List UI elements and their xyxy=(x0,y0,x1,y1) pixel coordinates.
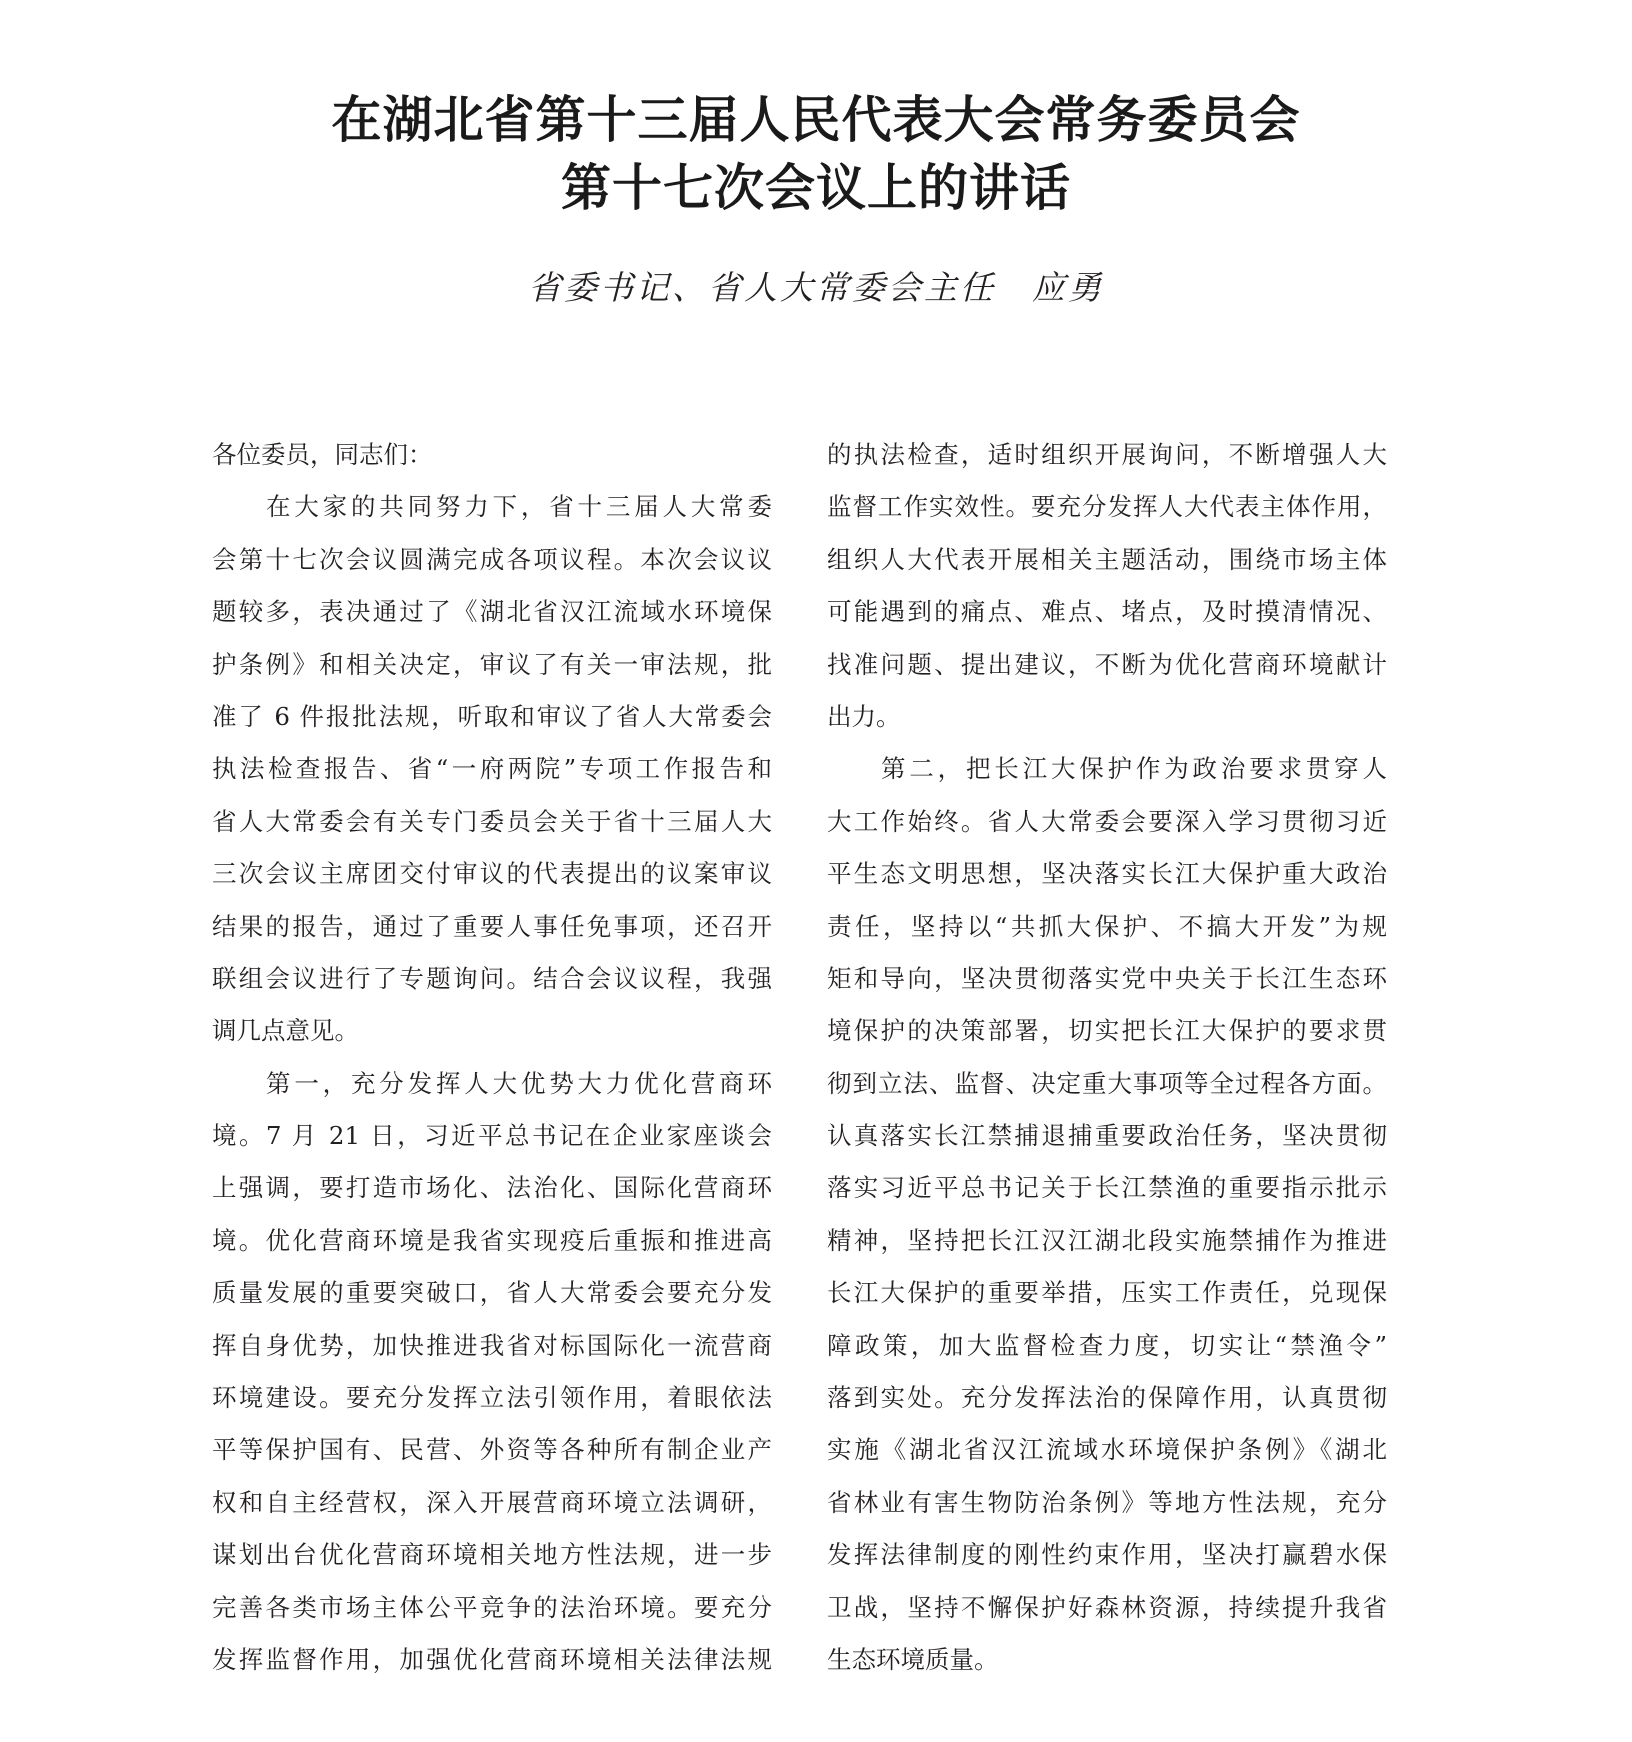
text-line: 挥自身优势，加快推进我省对标国际化一流营商 xyxy=(212,1330,772,1360)
text-line: 质量发展的重要突破口，省人大常委会要充分发 xyxy=(212,1278,772,1308)
text-line: 长江大保护的重要举措，压实工作责任，兑现保 xyxy=(827,1278,1387,1308)
text-line: 环境建设。要充分发挥立法引领作用，着眼依法 xyxy=(212,1383,772,1413)
text-line: 上强调，要打造市场化、法治化、国际化营商环 xyxy=(212,1173,772,1203)
text-line: 认真落实长江禁捕退捕重要政治任务，坚决贯彻 xyxy=(827,1121,1387,1151)
text-line: 大工作始终。省人大常委会要深入学习贯彻习近 xyxy=(827,806,1387,836)
text-line: 矩和导向，坚决贯彻落实党中央关于长江生态环 xyxy=(827,963,1387,993)
text-line: 落实习近平总书记关于长江禁渔的重要指示批示 xyxy=(827,1173,1387,1203)
text-line: 调几点意见。 xyxy=(212,1016,359,1046)
text-line: 题较多，表决通过了《湖北省汉江流域水环境保 xyxy=(212,597,772,627)
text-line: 责任，坚持以“共抓大保护、不搞大开发”为规 xyxy=(827,911,1387,941)
text-line: 权和自主经营权，深入开展营商环境立法调研， xyxy=(212,1487,772,1517)
text-line: 出力。 xyxy=(827,701,901,731)
text-line: 实施《湖北省汉江流域水环境保护条例》《湖北 xyxy=(827,1435,1387,1465)
text-line: 境。优化营商环境是我省实现疫后重振和推进高 xyxy=(212,1225,772,1255)
text-line: 平生态文明思想，坚决落实长江大保护重大政治 xyxy=(827,859,1387,889)
left-text-column xyxy=(212,429,772,1686)
text-line: 障政策，加大监督检查力度，切实让“禁渔令” xyxy=(827,1330,1387,1360)
text-line: 准了 6 件报批法规，听取和审议了省人大常委会 xyxy=(212,701,772,731)
text-line: 组织人大代表开展相关主题活动，围绕市场主体 xyxy=(827,544,1387,574)
text-line: 会第十七次会议圆满完成各项议程。本次会议议 xyxy=(212,544,772,574)
text-line: 彻到立法、监督、决定重大事项等全过程各方面。 xyxy=(827,1068,1387,1098)
text-line: 找准问题、提出建议，不断为优化营商环境献计 xyxy=(827,649,1387,679)
text-line: 监督工作实效性。要充分发挥人大代表主体作用， xyxy=(827,492,1387,522)
text-line: 可能遇到的痛点、难点、堵点，及时摸清情况、 xyxy=(827,597,1387,627)
text-line: 发挥法律制度的刚性约束作用，坚决打赢碧水保 xyxy=(827,1540,1387,1570)
text-line: 在大家的共同努力下，省十三届人大常委 xyxy=(266,492,772,522)
article-title-line-2: 第十七次会议上的讲话 xyxy=(561,158,1071,217)
text-line: 三次会议主席团交付审议的代表提出的议案审议 xyxy=(212,859,772,889)
text-line: 完善各类市场主体公平竞争的法治环境。要充分 xyxy=(212,1592,772,1622)
right-text-column xyxy=(827,429,1387,1686)
text-line: 精神，坚持把长江汉江湖北段实施禁捕作为推进 xyxy=(827,1225,1387,1255)
text-line: 境保护的决策部署，切实把长江大保护的要求贯 xyxy=(827,1016,1387,1046)
text-line: 第二，把长江大保护作为政治要求贯穿人 xyxy=(881,754,1387,784)
text-line: 结果的报告，通过了重要人事任免事项，还召开 xyxy=(212,911,772,941)
text-line: 谋划出台优化营商环境相关地方性法规，进一步 xyxy=(212,1540,772,1570)
text-line: 落到实处。充分发挥法治的保障作用，认真贯彻 xyxy=(827,1383,1387,1413)
text-line: 卫战，坚持不懈保护好森林资源，持续提升我省 xyxy=(827,1592,1387,1622)
text-line: 省人大常委会有关专门委员会关于省十三届人大 xyxy=(212,806,772,836)
text-line: 联组会议进行了专题询问。结合会议议程，我强 xyxy=(212,963,772,993)
text-line: 执法检查报告、省“一府两院”专项工作报告和 xyxy=(212,754,772,784)
author-byline: 省委书记、省人大常委会主任 应勇 xyxy=(528,268,1104,307)
text-line: 境。7 月 21 日，习近平总书记在企业家座谈会 xyxy=(212,1121,772,1151)
text-line: 平等保护国有、民营、外资等各种所有制企业产 xyxy=(212,1435,772,1465)
text-line: 护条例》和相关决定，审议了有关一审法规，批 xyxy=(212,649,772,679)
article-title-line-1: 在湖北省第十三届人民代表大会常务委员会 xyxy=(331,90,1301,149)
text-line: 发挥监督作用，加强优化营商环境相关法律法规 xyxy=(212,1644,772,1674)
text-line: 省林业有害生物防治条例》等地方性法规，充分 xyxy=(827,1487,1387,1517)
text-line: 各位委员，同志们： xyxy=(212,440,433,469)
text-line: 第一，充分发挥人大优势大力优化营商环 xyxy=(266,1068,772,1098)
text-line: 的执法检查，适时组织开展询问，不断增强人大 xyxy=(827,440,1387,469)
text-line: 生态环境质量。 xyxy=(827,1644,999,1674)
